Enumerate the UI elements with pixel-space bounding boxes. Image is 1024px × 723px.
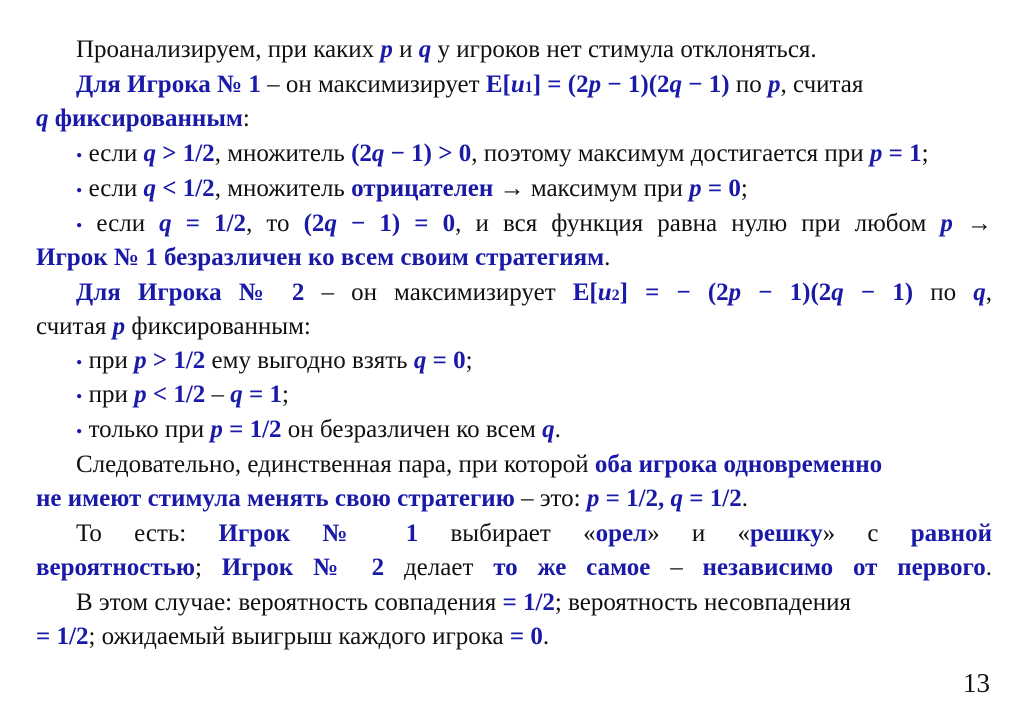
text: ; [465, 347, 473, 374]
text: , поэтому максимум достигается при [471, 140, 870, 167]
emphasis: равной [910, 520, 992, 547]
emphasis: независимо от первого [702, 554, 986, 581]
var-p: p [134, 347, 147, 374]
var-q: q [542, 416, 555, 443]
var-q: q [159, 210, 172, 237]
bullet-icon: • [76, 145, 83, 166]
text: » с [822, 520, 911, 547]
emphasis: то же самое [493, 554, 651, 581]
formula: = 1 [242, 381, 283, 408]
var-p: p [112, 313, 126, 340]
var-p: p [588, 71, 602, 98]
formula: = 1/2 [599, 485, 659, 512]
var-p: p [134, 381, 147, 408]
formula: − 1) [682, 71, 730, 98]
formula: > 1/2 [155, 140, 215, 167]
var-q: q [413, 347, 427, 374]
var-q: q [831, 279, 844, 306]
text: – [650, 554, 703, 581]
text: ; вероятность несовпадения [554, 589, 852, 616]
formula: − 1) = 0 [336, 210, 456, 237]
var-u: u [510, 71, 525, 98]
text: Следовательно, единственная пара, при которой [76, 451, 595, 478]
var-q: q [230, 381, 243, 408]
subscript: 2 [611, 287, 620, 304]
formula: E[ [485, 71, 511, 98]
text: по [729, 71, 768, 98]
var-q: q [418, 36, 432, 63]
paragraph-line-16 [36, 553, 992, 583]
formula: (2 [351, 140, 372, 167]
page-number: 13 [963, 668, 990, 698]
formula: (2 [303, 210, 325, 237]
paragraph-line-8 [36, 278, 992, 311]
text: ; ожидаемый выигрыш каждого игрока [88, 623, 510, 650]
text: по [913, 279, 974, 306]
text: . [554, 416, 561, 443]
formula: = 1/2 [502, 589, 555, 616]
bullet-line-3 [36, 209, 992, 240]
paragraph-line-7 [36, 243, 992, 273]
emphasis: орел [595, 520, 648, 547]
paragraph-line-3 [36, 104, 992, 134]
bullet-line-5 [36, 380, 992, 411]
formula: = 1 [882, 140, 922, 167]
var-u: u [597, 279, 612, 306]
emphasis: оба игрока одновременно [594, 451, 883, 478]
formula: , [658, 485, 671, 512]
text: у игроков нет стимула отклоняться. [431, 36, 817, 63]
formula: = 0 [701, 175, 741, 202]
var-q: q [36, 105, 49, 132]
text: если [82, 140, 144, 167]
var-p: p [586, 485, 600, 512]
text: В этом случае: вероятность совпадения [76, 589, 503, 616]
text: , [985, 279, 992, 306]
text: То есть: [76, 520, 219, 547]
var-q: q [670, 485, 684, 512]
formula: = 1/2 [683, 485, 742, 512]
arrow-text: → [952, 210, 992, 237]
bullet-line-4 [36, 346, 992, 377]
var-q: q [371, 140, 385, 167]
text: : [242, 105, 250, 132]
var-p: p [869, 140, 883, 167]
bullet-icon: • [76, 421, 83, 442]
emphasis: фиксированным [48, 105, 243, 132]
paragraph-line-14 [36, 484, 992, 514]
emphasis: решку [750, 520, 823, 547]
text: ; [740, 175, 748, 202]
emphasis: Игрок № 1 безразличен ко всем своим стратегиям [36, 244, 605, 271]
text: – [205, 381, 231, 408]
formula: = 1/2 [36, 623, 89, 650]
player1-heading: Для Игрока № 1 [76, 71, 261, 98]
formula: = 0 [426, 347, 466, 374]
var-q: q [973, 279, 986, 306]
formula: > 1/2 [146, 347, 206, 374]
formula: = 1/2 [171, 210, 247, 237]
paragraph-line-2 [36, 70, 992, 103]
formula: E[ [572, 279, 598, 306]
text: делает [384, 554, 494, 581]
text: фиксированным: [125, 313, 311, 340]
var-p: p [768, 71, 781, 98]
paragraph-line-1 [36, 35, 992, 65]
formula: = 0 [509, 623, 543, 650]
emphasis: отрицателен [351, 175, 494, 202]
text: ; [921, 140, 929, 167]
text: – он максимизирует [304, 279, 573, 306]
text: ; [194, 554, 222, 581]
paragraph-line-15 [36, 519, 992, 549]
text: , считая [780, 71, 864, 98]
bullet-icon: • [76, 386, 83, 407]
var-q: q [324, 210, 337, 237]
text: – это: [514, 485, 587, 512]
emphasis: вероятностью [36, 554, 195, 581]
var-q: q [143, 140, 156, 167]
text: , множитель [214, 140, 352, 167]
paragraph-line-13 [36, 450, 992, 480]
player2-heading: Для Игрока № 2 [76, 279, 305, 306]
emphasis: не имеют стимула менять свою стратегию [36, 485, 515, 512]
text: при [82, 347, 135, 374]
text: ; [282, 381, 289, 408]
emphasis: Игрок № 2 [221, 554, 385, 581]
text: , то [246, 210, 304, 237]
text: – он максимизирует [260, 71, 486, 98]
text: при [82, 381, 135, 408]
var-p: p [728, 279, 742, 306]
formula: = 1/2 [222, 416, 282, 443]
emphasis: Игрок № 1 [218, 520, 419, 547]
text: если [82, 210, 160, 237]
bullet-icon: • [76, 215, 83, 236]
text: он безразличен ко всем [281, 416, 543, 443]
text: . [741, 485, 748, 512]
var-p: p [210, 416, 223, 443]
var-p: p [380, 36, 393, 63]
text: считая [36, 313, 113, 340]
formula: − 1) [843, 279, 914, 306]
text: , множитель [214, 175, 352, 202]
text: . [604, 244, 611, 271]
text: выбирает « [418, 520, 596, 547]
text: , и вся функция равна нулю при любом [455, 210, 941, 237]
bullet-line-6 [36, 415, 992, 446]
bullet-line-1 [36, 139, 992, 170]
subscript: 1 [524, 79, 533, 96]
text: Проанализируем, при каких [76, 36, 381, 63]
text: . [985, 554, 992, 581]
text: ему выгодно взять [205, 347, 414, 374]
text: . [542, 623, 550, 650]
var-q: q [143, 175, 156, 202]
text: только при [82, 416, 211, 443]
formula: ] = − (2 [619, 279, 729, 306]
formula: < 1/2 [146, 381, 206, 408]
bullet-line-2 [36, 174, 992, 205]
paragraph-line-17 [36, 588, 992, 618]
paragraph-line-9 [36, 312, 992, 342]
formula: − 1)(2 [741, 279, 832, 306]
formula: − 1) > 0 [384, 140, 472, 167]
text: и [392, 36, 419, 63]
bullet-icon: • [76, 352, 83, 373]
text: если [82, 175, 144, 202]
var-p: p [940, 210, 953, 237]
text: » и « [647, 520, 750, 547]
text: → максимум при [493, 175, 690, 202]
var-q: q [669, 71, 683, 98]
var-p: p [689, 175, 702, 202]
formula: < 1/2 [155, 175, 215, 202]
formula: ] = (2 [532, 71, 589, 98]
bullet-icon: • [76, 180, 83, 201]
formula: − 1)(2 [601, 71, 670, 98]
paragraph-line-18 [36, 622, 992, 652]
